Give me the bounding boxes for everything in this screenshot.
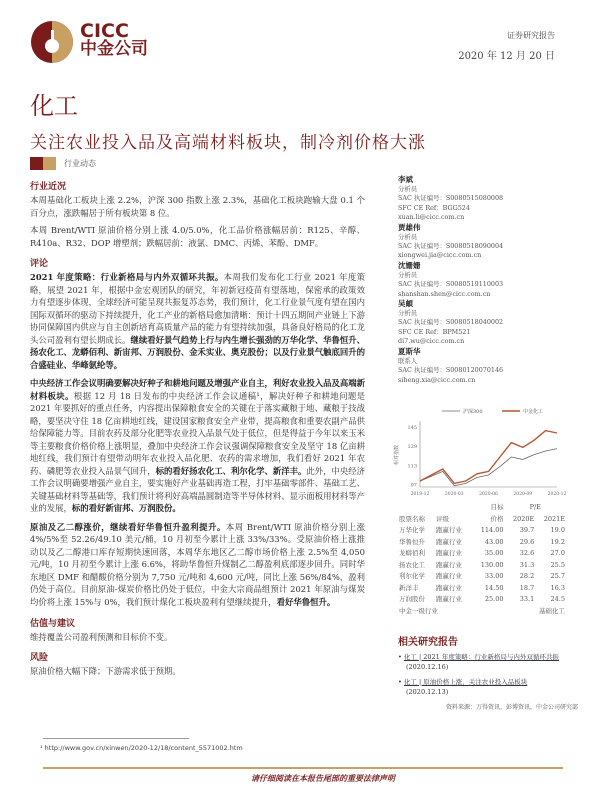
analyst-card (398, 223, 570, 261)
analyst-email[interactable]: di7.wu@cicc.com.cn (398, 337, 465, 346)
cell-pe2: 25.7 (550, 572, 565, 580)
valuation-text: 维持覆盖公司盈利预测和目标价不变。 (30, 632, 173, 642)
table-row (398, 537, 566, 549)
analyst-sac: SAC 执证编号：S0080120070146 (398, 366, 504, 375)
analyst-name: 沈姗姗 (398, 260, 421, 270)
legal-disclaimer: 请仔细阅读在本报告尾部的重要法律声明 (251, 773, 395, 783)
col-header: 目标 (490, 503, 504, 511)
cell-rating: 跑赢行业 (435, 526, 462, 534)
cell-pe1: 31.3 (519, 560, 535, 569)
analyst-sac: SAC 执证编号：S0080518090004 (398, 242, 504, 251)
analyst-card (398, 347, 570, 385)
col-header: 2020E (512, 514, 535, 523)
risk-heading: 风险 (30, 652, 49, 663)
index-chart (392, 405, 567, 500)
table-row (398, 560, 566, 572)
cell-rating: 跑赢行业 (435, 572, 462, 580)
table-row (398, 571, 566, 583)
analyst-name: 夏斯华 (398, 346, 421, 356)
analyst-email[interactable]: siheng.xia@cicc.com.cn (398, 375, 476, 384)
cell-pe1: 29.6 (519, 537, 535, 546)
analyst-sfc: SFC CE Ref：BPM521 (398, 327, 471, 336)
table-note: 中金一级行业 (399, 606, 438, 615)
cell-rating: 跑赢行业 (435, 595, 462, 603)
comment-heading: 评论 (30, 259, 49, 269)
related-heading: 相关研究报告 (398, 637, 458, 648)
analyst-role: 分析员 (398, 232, 418, 241)
x-tick-label: 2020-06 (479, 492, 498, 497)
related-link[interactable]: 化工 | 原油价格上涨，关注农业投入品板块 (403, 678, 528, 686)
related-date: (2020.12.16) (406, 663, 449, 671)
analyst-email[interactable]: xiongwei.jia@cicc.com.cn (398, 251, 482, 260)
comment-paragraph-3: 原油及乙二醇涨价，继续看好华鲁恒升盈利提升。本周 Brent/WTI 原油价格分别上涨 4%/5%至 52.26/49.10 美元/桶，10 月初至今累计上涨 33%/33%。受原油价格上涨推动以及乙二醇港口库存短期快速回落，本周华东地区乙二醇市场价格上涨 2.5%至 4,050 元/吨，10 月初至今累计上涨 6.6%，将助华鲁恒升煤制乙二醇盈利底部逐步回升。同时华东地区 DMF 和醋酸价格分别为 7,750 元/吨和 4,600 元/吨，同比上涨 56%/84%，盈利仍处于高位。目前原油-煤炭价格比仍处于低位，中金大宗商品组预计 2021 年原油与煤炭均价将上涨 15%与 0%，我们预计煤化工板块盈利有望继续提升，看好华鲁恒升。 (30, 521, 366, 607)
overview-heading: 行业近况 (30, 182, 67, 192)
related-item: • 化工 | 2021 年度策略：行业新格局与内外双循环共振 (2020.12.16) (398, 652, 578, 672)
analyst-name: 吴頔 (398, 299, 413, 309)
cell-target: 35.00 (484, 549, 504, 557)
cell-target: 25.00 (484, 595, 504, 603)
col-header: 2021E (543, 514, 565, 523)
cell-name: 华鲁恒升 (399, 537, 425, 546)
risk-text: 原油价格大幅下降；下游需求低于预期。 (30, 665, 181, 676)
col-header: 价格 (490, 514, 504, 523)
cell-pe2: 19.0 (550, 526, 565, 534)
y-axis-label: 相对指数 (394, 444, 400, 466)
brand-cn: 中金公司 (80, 39, 148, 59)
report-meta (458, 30, 555, 62)
cell-pe1: 18.7 (519, 583, 535, 592)
x-tick-label: 2020-12 (547, 492, 567, 497)
footnote-divider (43, 738, 189, 739)
cell-pe1: 28.2 (519, 572, 535, 580)
analyst-sac: SAC 执证编号：S0080519110003 (398, 280, 504, 289)
cell-name: 万润股份 (399, 595, 425, 603)
tag-square-red (30, 157, 43, 170)
analyst-email[interactable]: shanshan.shen@cicc.com.cn (398, 289, 491, 298)
series-line-1 (420, 431, 557, 484)
comment-paragraph-2: 中央经济工作会议明确要解决好种子和耕地问题及增强产业自主，利好农业投入品及高端新材料板块。根据 12 月 18 日发布的中央经济工作会议通稿¹，解决好种子和耕地问题是 2021 年要抓好的重点任务，内容提出保障粮食安全的关键在于落实藏粮于地、藏粮于技战略，要坚决守住 18 亿亩耕地红线，建设国家粮食安全产业带，提高粮食和重要农副产品供给保障能力等。目前农药及部分化肥等农业投入品景气处于低位，但是得益于今年以来玉米等主要粮食价格价格上涨明显，叠加中央经济工作会议强调保障粮食安全及坚守 18 亿亩耕地红线，我们预计有望带动明年农业投入品化肥、农药的需求增加，我们看好 2021 年农药、磷肥等农业投入品景气回升，标的看好扬农化工、利尔化学、新洋丰。此外，中央经济工作会议明确要增强产业自主，要实施好产业基础再造工程，打牢基础零部件、基础工艺、关键基础材料等基础等，我们预计将利好高端晶圆制造等半导体材料、显示面板用材料等产业的发展，标的看好新宙邦、万润股份。 (30, 378, 365, 513)
related-reports (398, 633, 578, 711)
cell-rating: 跑赢行业 (435, 583, 462, 592)
footnote-link[interactable]: ¹ http://www.gov.cn/xinwen/2020-12/18/content_5571002.htm (40, 744, 243, 752)
col-header: 股票名称 (399, 514, 425, 523)
analyst-list (398, 175, 570, 385)
tag-label: 行业动态 (64, 159, 96, 168)
cell-rating: 跑赢行业 (435, 560, 462, 569)
x-tick-label: 2020-03 (444, 492, 464, 497)
col-header: P/E (529, 503, 541, 511)
analyst-role: 分析员 (398, 185, 418, 193)
report-type: 证券研究报告 (507, 31, 555, 40)
cell-pe2: 25.5 (550, 560, 565, 569)
table-note: 基础化工 (539, 606, 565, 615)
report-date: 2020 年 12 月 20 日 (458, 51, 555, 62)
cell-pe2: 27.0 (550, 549, 565, 557)
overview-paragraph: 本周基础化工板块上涨 2.2%，沪深 300 指数上涨 2.3%，基础化工板块跑输大盘 0.1 个百分点，涨跌幅居于所有板块第 8 位。 (30, 195, 365, 218)
table-row (398, 583, 566, 595)
cell-pe2: 16.3 (550, 583, 565, 592)
cell-target: 14.50 (484, 583, 504, 592)
cell-pe2: 19.2 (550, 537, 565, 546)
analyst-email[interactable]: xuan.li@cicc.com.cn (398, 213, 465, 222)
analyst-sac: SAC 执证编号：S0080515080008 (398, 194, 504, 203)
analyst-card (398, 299, 570, 347)
related-item: • 化工 | 原油价格上涨，关注农业投入品板块 (2020.12.13) (398, 677, 578, 697)
brand-en: CICC (80, 20, 129, 42)
legend-label: 中金化工 (523, 409, 544, 415)
cell-rating: 跑赢行业 (435, 537, 462, 546)
page-subtitle: 关注农业投入品及高端材料板块，制冷剂价格大涨 (30, 133, 426, 153)
cell-target: 130.00 (480, 560, 504, 569)
page-title: 化工 (30, 92, 78, 120)
y-tick-label: 145 (407, 425, 417, 431)
related-date: (2020.12.13) (406, 688, 449, 696)
main-body (30, 181, 365, 677)
brand-name (80, 22, 148, 58)
y-tick-label: 97 (410, 482, 417, 489)
valuation-section (30, 618, 365, 677)
footer-divider (43, 767, 563, 769)
cell-name: 利尔化学 (399, 572, 425, 580)
table-row (398, 594, 566, 606)
cell-pe1: 32.6 (519, 549, 535, 557)
cell-pe1: 39.7 (519, 526, 535, 534)
y-tick-label: 129 (407, 444, 417, 451)
cell-name: 新洋丰 (399, 583, 419, 592)
report-tag (30, 157, 96, 170)
analyst-sac: SAC 执证编号：S0080518040002 (398, 318, 504, 327)
cicc-logo (30, 20, 74, 68)
analyst-card (398, 261, 570, 299)
cell-name: 扬农化工 (399, 560, 425, 569)
analyst-name: 李斌 (398, 175, 413, 184)
series-line-0 (420, 449, 557, 486)
analyst-role: 分析员 (398, 270, 418, 279)
related-link[interactable]: 化工 | 2021 年度策略：行业新格局与内外双循环共振 (403, 653, 559, 661)
valuation-heading: 估值与建议 (30, 619, 76, 629)
analyst-role: 分析员 (398, 309, 418, 318)
source-note: 资料来源：万得资讯，彭博资讯，中金公司研究部 (445, 704, 578, 711)
analyst-name: 贾雄伟 (398, 222, 421, 232)
cell-rating: 跑赢行业 (435, 549, 462, 557)
coverage-table (398, 502, 566, 617)
analyst-card (398, 175, 570, 223)
tag-square-gold (43, 157, 56, 170)
comment-paragraph-1: 2021 年度策略：行业新格局与内外双循环共振。本周我们发布化工行业 2021 年度策略，展望 2021 年，根据中金宏观团队的研究，年初新冠疫苗有望落地，保密承的政策效力有望逐步体现，全球经济可能呈现共振复苏态势，我们预计，化工行业景气度有望在国内国际双循环的驱动下持续提升，化工产业的新格局愈加清晰：预计十四五期间产业链上下游协同保障国内供应与自主创新培育高质量产品的能力有望持续加强，具备良好格局的化工龙头公司盈利有望长期成长。继续看好景气趋势上行与内生增长强劲的万华化学、华鲁恒升、扬农化工、龙蟒佰利、新宙邦、万润股份、金禾实业、奥克股份；以及行业景气触底回升的合盛硅业、华峰氨纶等。 (30, 272, 366, 370)
table-row (398, 548, 566, 560)
analyst-sfc: SFC CE Ref：BGG524 (398, 203, 470, 212)
col-header: 评级 (435, 514, 449, 523)
cell-target: 43.00 (484, 537, 504, 546)
x-tick-label: 2019-12 (410, 492, 430, 497)
analyst-role: 联系人 (398, 356, 418, 365)
table-row (398, 525, 566, 537)
overview-paragraph-2: 本周 Brent/WTI 原油价格分别上涨 4.0/5.0%，化工品价格涨幅居前：R125、辛醇、R410a、R32、DOP 增塑剂；跌幅居前：液氯、DMC、丙烯、苯酚、DMF。 (30, 225, 365, 248)
cell-pe1: 33.1 (519, 595, 535, 603)
legend-label: 沪深300 (463, 409, 483, 415)
y-tick-label: 113 (407, 463, 417, 470)
x-tick-label: 2020-09 (513, 492, 533, 497)
cell-name: 龙蟒佰利 (399, 549, 425, 557)
cell-target: 33.00 (484, 572, 504, 580)
cell-pe2: 24.5 (550, 595, 565, 603)
cell-target: 114.00 (480, 526, 504, 534)
cell-name: 万华化学 (399, 526, 425, 534)
